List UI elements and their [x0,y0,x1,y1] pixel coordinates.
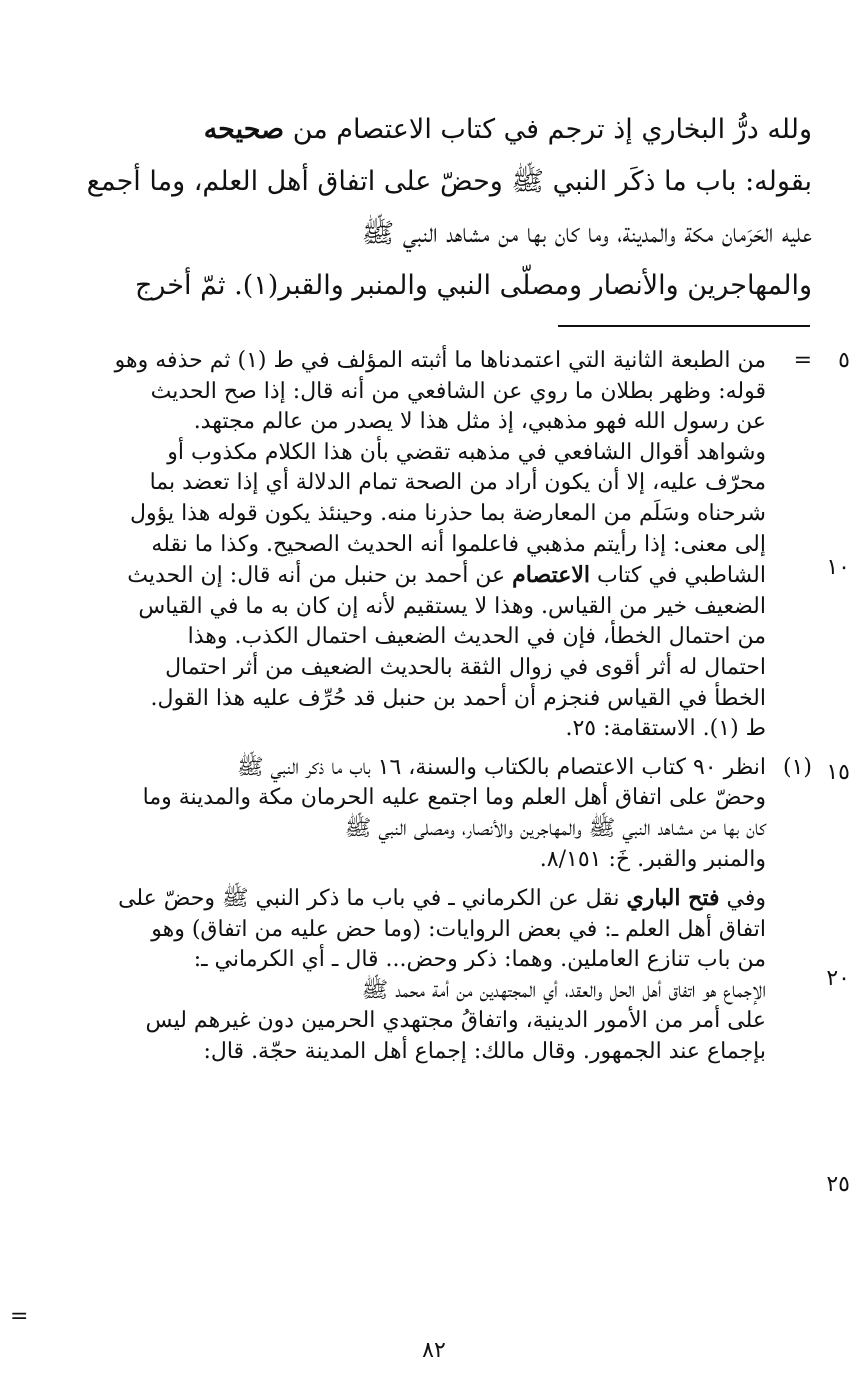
footnote-line: عن رسول الله فهو مذهبي، إذ مثل هذا لا يصدر من عالم مجتهد. [193,409,766,435]
footnote-line: إلى معنى: إذا رأيتم مذهبي فاعلموا أنه الحديث الصحيح. وكذا ما نقله [151,531,766,557]
footnote-line: الإجماع هو اتفاق أهل الحل والعقد، أي المجتهدين من أمة محمد ﷺ [361,977,766,1003]
footnotes-area [66,346,812,1068]
margin-line-number: ١٠ [826,555,850,580]
footnote-line [66,883,812,915]
footnote-1-continued [66,883,812,1068]
footnote-line: من الطبعة الثانية التي اعتمدناها ما أثبته المؤلف في ط (١) ثم حذفه وهو [114,348,766,373]
footnote-line: قوله: وظهر بطلان ما روي عن الشافعي من أنه قال: إذا صح الحديث [150,378,766,404]
footnote-1-marker: (١) [782,754,812,780]
footnote-line-b1a: وفي [719,886,766,912]
footnote-line: وشواهد أقوال الشافعي في مذهبه تقضي بأن هذا الكلام مكذوب أو [167,439,766,465]
margin-line-number: ٢٠ [826,966,850,991]
footnote-line: من باب تنازع العاملين. وهما: ذكر وحض... قال ـ أي الكرماني ـ: [193,947,766,973]
footnote-continued [66,346,812,745]
footnote-line: محرّف عليه، إلا أن يكون أراد من الصحة تمام الدلالة أي إذا تعضد بما [149,470,766,496]
main-line-1a: ولله درُّ البخاري إذ ترجم في كتاب الاعتصام من [284,114,812,145]
main-line-1-bold: صحيحه [203,114,285,145]
footnote-line: ط (١). الاستقامة: ٢٥. [565,716,766,742]
main-line: عليه الحَرَمان مكة والمدينة، وما كان بها من مشاهد النبي ﷺ [361,218,812,249]
footnote-line: من احتمال الخطأ، فإن في الحديث الضعيف احتمال الكذب. وهذا [187,624,766,650]
footnote-continuation-marker: = [793,348,812,373]
continuation-mark: = [10,1304,29,1329]
margin-line-number: ٢٥ [826,1172,850,1197]
main-line: والمهاجرين والأنصار ومصلّى النبي والمنبر والقبر(١). ثمّ أخرج [134,270,812,301]
footnote-line-8a: الشاطبي في كتاب [590,563,766,589]
margin-line-number: ١٥ [826,760,850,785]
footnote-bold-title: فتح الباري [626,885,720,912]
footnote-line: انظر ٩٠ كتاب الاعتصام بالكتاب والسنة، ١٦ باب ما ذكر النبي ﷺ [236,754,766,780]
margin-line-number: ٥ [838,348,850,373]
main-text [66,104,812,312]
page-number: ٨٢ [422,1338,446,1363]
footnote-line: وحضّ على اتفاق أهل العلم وما اجتمع عليه الحرمان مكة والمدينة وما [142,785,766,811]
main-line [66,104,812,156]
footnote-line: بإجماع عند الجمهور. وقال مالك: إجماع أهل المدينة حجّة. قال: [203,1039,766,1065]
footnote-line-b1b: نقل عن الكرماني ـ في باب ما ذكر النبي ﷺ وحضّ على [118,886,627,912]
footnote-line: على أمر من الأمور الدينية، واتفاقُ مجتهدي الحرمين دون غيرهم ليس [145,1008,766,1034]
footnote-line: كان بها من مشاهد النبي ﷺ والمهاجرين والأنصار، ومصلى النبي ﷺ [344,815,766,841]
main-line: بقوله: باب ما ذكَر النبي ﷺ وحضّ على اتفاق أهل العلم، وما أجمع [86,166,812,197]
footnote-line: اتفاق أهل العلم ـ: في بعض الروايات: (وما حض عليه من اتفاق) وهو [151,916,766,942]
footnote-line [66,560,812,592]
footnote-line: والمنبر والقبر. خَ: ٨/١٥١. [539,846,766,872]
footnote-bold-title: الاعتصام [512,562,590,589]
footnote-line: شرحناه وسَلَم من المعارضة بما حذرنا منه. وحينئذ يكون قوله هذا يؤول [129,500,766,526]
footnote-line-8b: عن أحمد بن حنبل من أنه قال: إن الحديث [127,563,513,589]
footnote-separator [558,325,810,327]
footnote-1 [66,753,812,875]
footnote-line: احتمال له أثر أقوى في زوال الثقة بالحديث الضعيف من أثر احتمال [165,654,766,680]
footnote-line: الضعيف خير من القياس. وهذا لا يستقيم لأنه إن كان به ما في القياس [138,593,766,619]
footnote-line: الخطأ في القياس فنجزم أن أحمد بن حنبل قد حُرِّف عليه هذا القول. [150,685,766,711]
